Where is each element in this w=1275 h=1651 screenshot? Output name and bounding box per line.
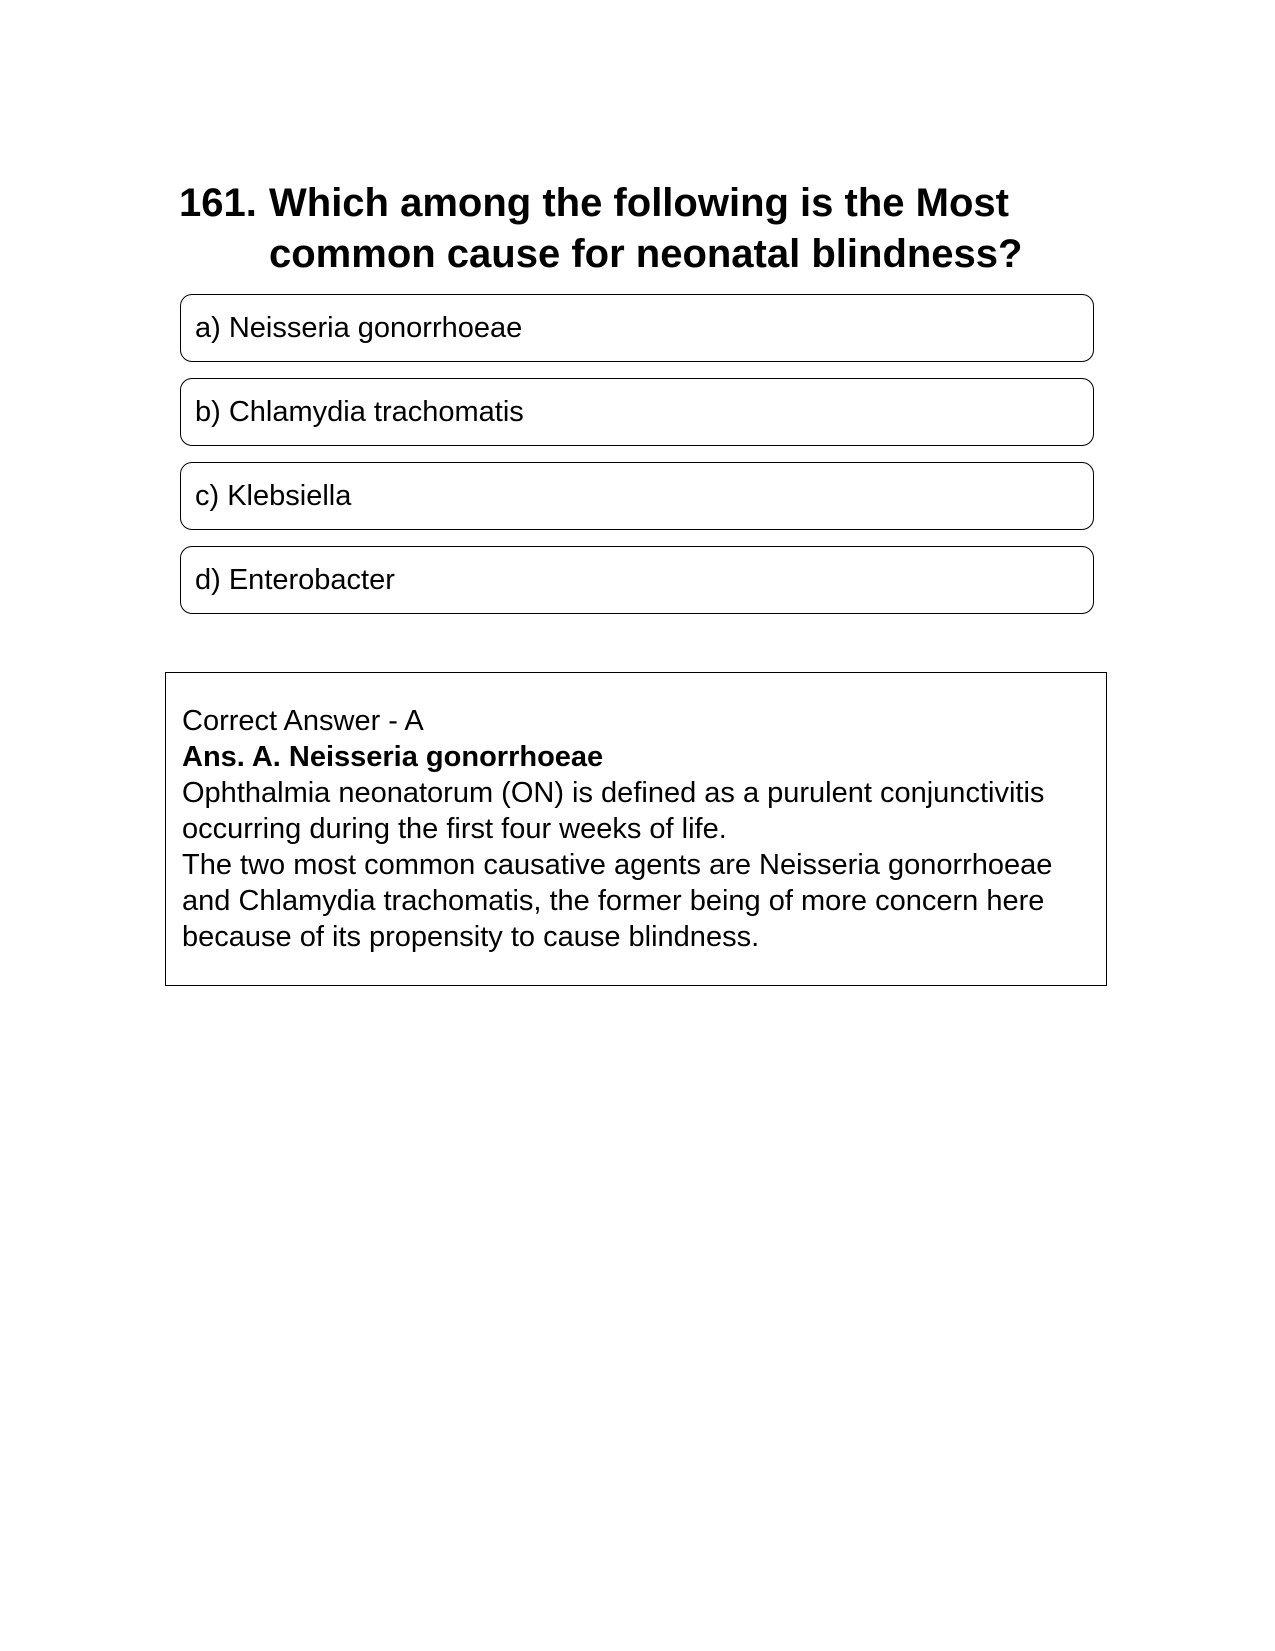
correct-answer: Correct Answer - A [182, 705, 424, 737]
option-c[interactable] [180, 462, 1094, 530]
option-a-label: a) Neisseria gonorrhoeae [195, 311, 523, 344]
option-d[interactable] [180, 546, 1094, 614]
answer-title: Ans. A. Neisseria gonorrhoeae [182, 741, 604, 773]
option-d-label: d) Enterobacter [195, 563, 395, 596]
question-heading [179, 178, 1079, 280]
option-c-label: c) Klebsiella [195, 479, 352, 512]
option-b-label: b) Chlamydia trachomatis [195, 395, 524, 428]
explanation-paragraph-2: The two most common causative agents are Neisseria gonorrhoeae and Chlamydia trachomatis, the former being of more concern here because of its propensity to cause blindness. [182, 849, 1053, 953]
options-list [180, 294, 1094, 630]
option-a[interactable] [180, 294, 1094, 362]
explanation-paragraph-1: Ophthalmia neonatorum (ON) is defined as a purulent conjunctivitis occurring during the first four weeks of life. [182, 777, 1045, 845]
answer-explanation-box [165, 672, 1107, 986]
question-number: 161. [179, 181, 257, 225]
question-text: Which among the following is the Most common cause for neonatal blindness? [269, 181, 1023, 276]
option-b[interactable] [180, 378, 1094, 446]
